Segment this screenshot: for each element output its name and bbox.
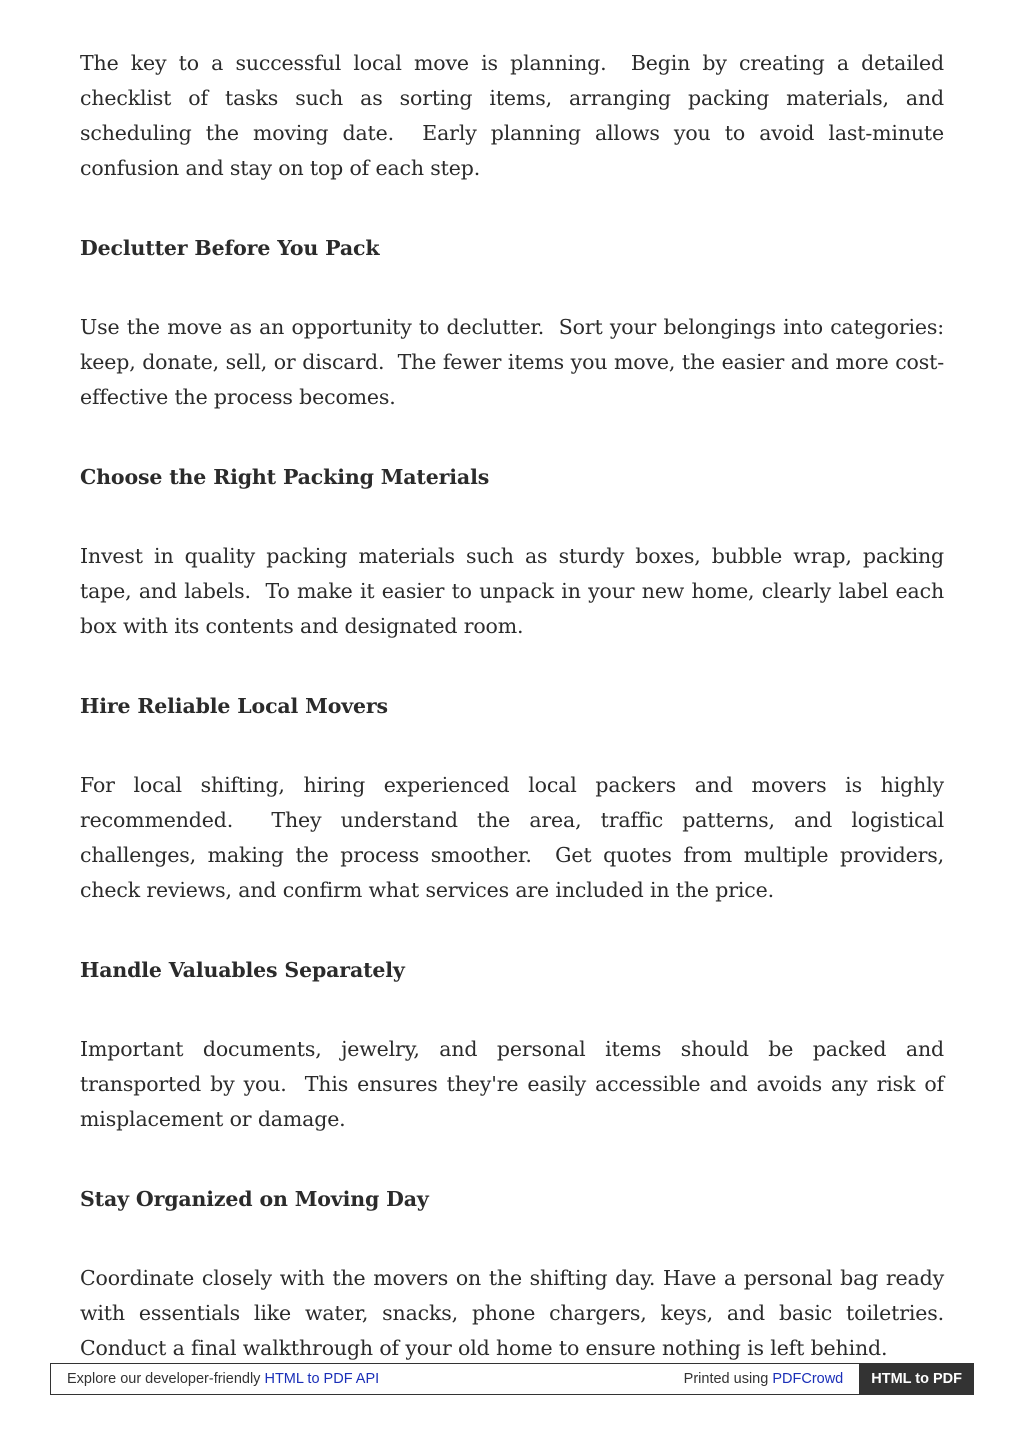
footer-printed [684, 1371, 860, 1387]
footer-explore-text: Explore our developer-friendly [67, 1371, 265, 1387]
section-heading-moving-day: Stay Organized on Moving Day [80, 1187, 429, 1211]
html-to-pdf-badge-button[interactable]: HTML to PDF [859, 1363, 974, 1395]
section-heading-valuables: Handle Valuables Separately [80, 958, 405, 982]
section-heading-local-movers: Hire Reliable Local Movers [80, 694, 388, 718]
section-heading-packing-materials: Choose the Right Packing Materials [80, 465, 490, 489]
section-body-valuables: Important documents, jewelry, and personal items should be packed and transported by you. This ensures they're easily accessible and avoids any risk of misplacement or damage. [80, 1037, 951, 1131]
document-body [80, 46, 951, 1366]
html-to-pdf-api-link[interactable]: HTML to PDF API [264, 1371, 380, 1387]
pdf-footer-bar [50, 1363, 974, 1395]
section-heading-declutter: Declutter Before You Pack [80, 236, 380, 260]
section-body-local-movers: For local shifting, hiring experienced local packers and movers is highly recommended. They understand the area, traffic patterns, and logistical challenges, making the process smoother. Get quotes from multiple providers, check reviews, and confirm what services are included in the price. [80, 773, 951, 902]
section-body-declutter: Use the move as an opportunity to declutter. Sort your belongings into categories: keep, donate, sell, or discard. The fewer items you move, the easier and more cost-effective the process becomes. [80, 315, 951, 409]
pdfcrowd-link[interactable]: PDFCrowd [772, 1371, 844, 1387]
intro-paragraph: The key to a successful local move is planning. Begin by creating a detailed checklist of tasks such as sorting items, arranging packing materials, and scheduling the moving date. Early planning allows you to avoid last-minute confusion and stay on top of each step. [80, 51, 951, 180]
footer-printed-text: Printed using [683, 1371, 773, 1387]
section-body-packing-materials: Invest in quality packing materials such as sturdy boxes, bubble wrap, packing tape, and labels. To make it easier to unpack in your new home, clearly label each box with its contents and designated room. [80, 544, 951, 638]
section-body-moving-day: Coordinate closely with the movers on the shifting day. Have a personal bag ready with essentials like water, snacks, phone chargers, keys, and basic toiletries. Conduct a final walkthrough of your old home to ensure nothing is left behind. [80, 1266, 951, 1360]
footer-explore [51, 1371, 684, 1387]
